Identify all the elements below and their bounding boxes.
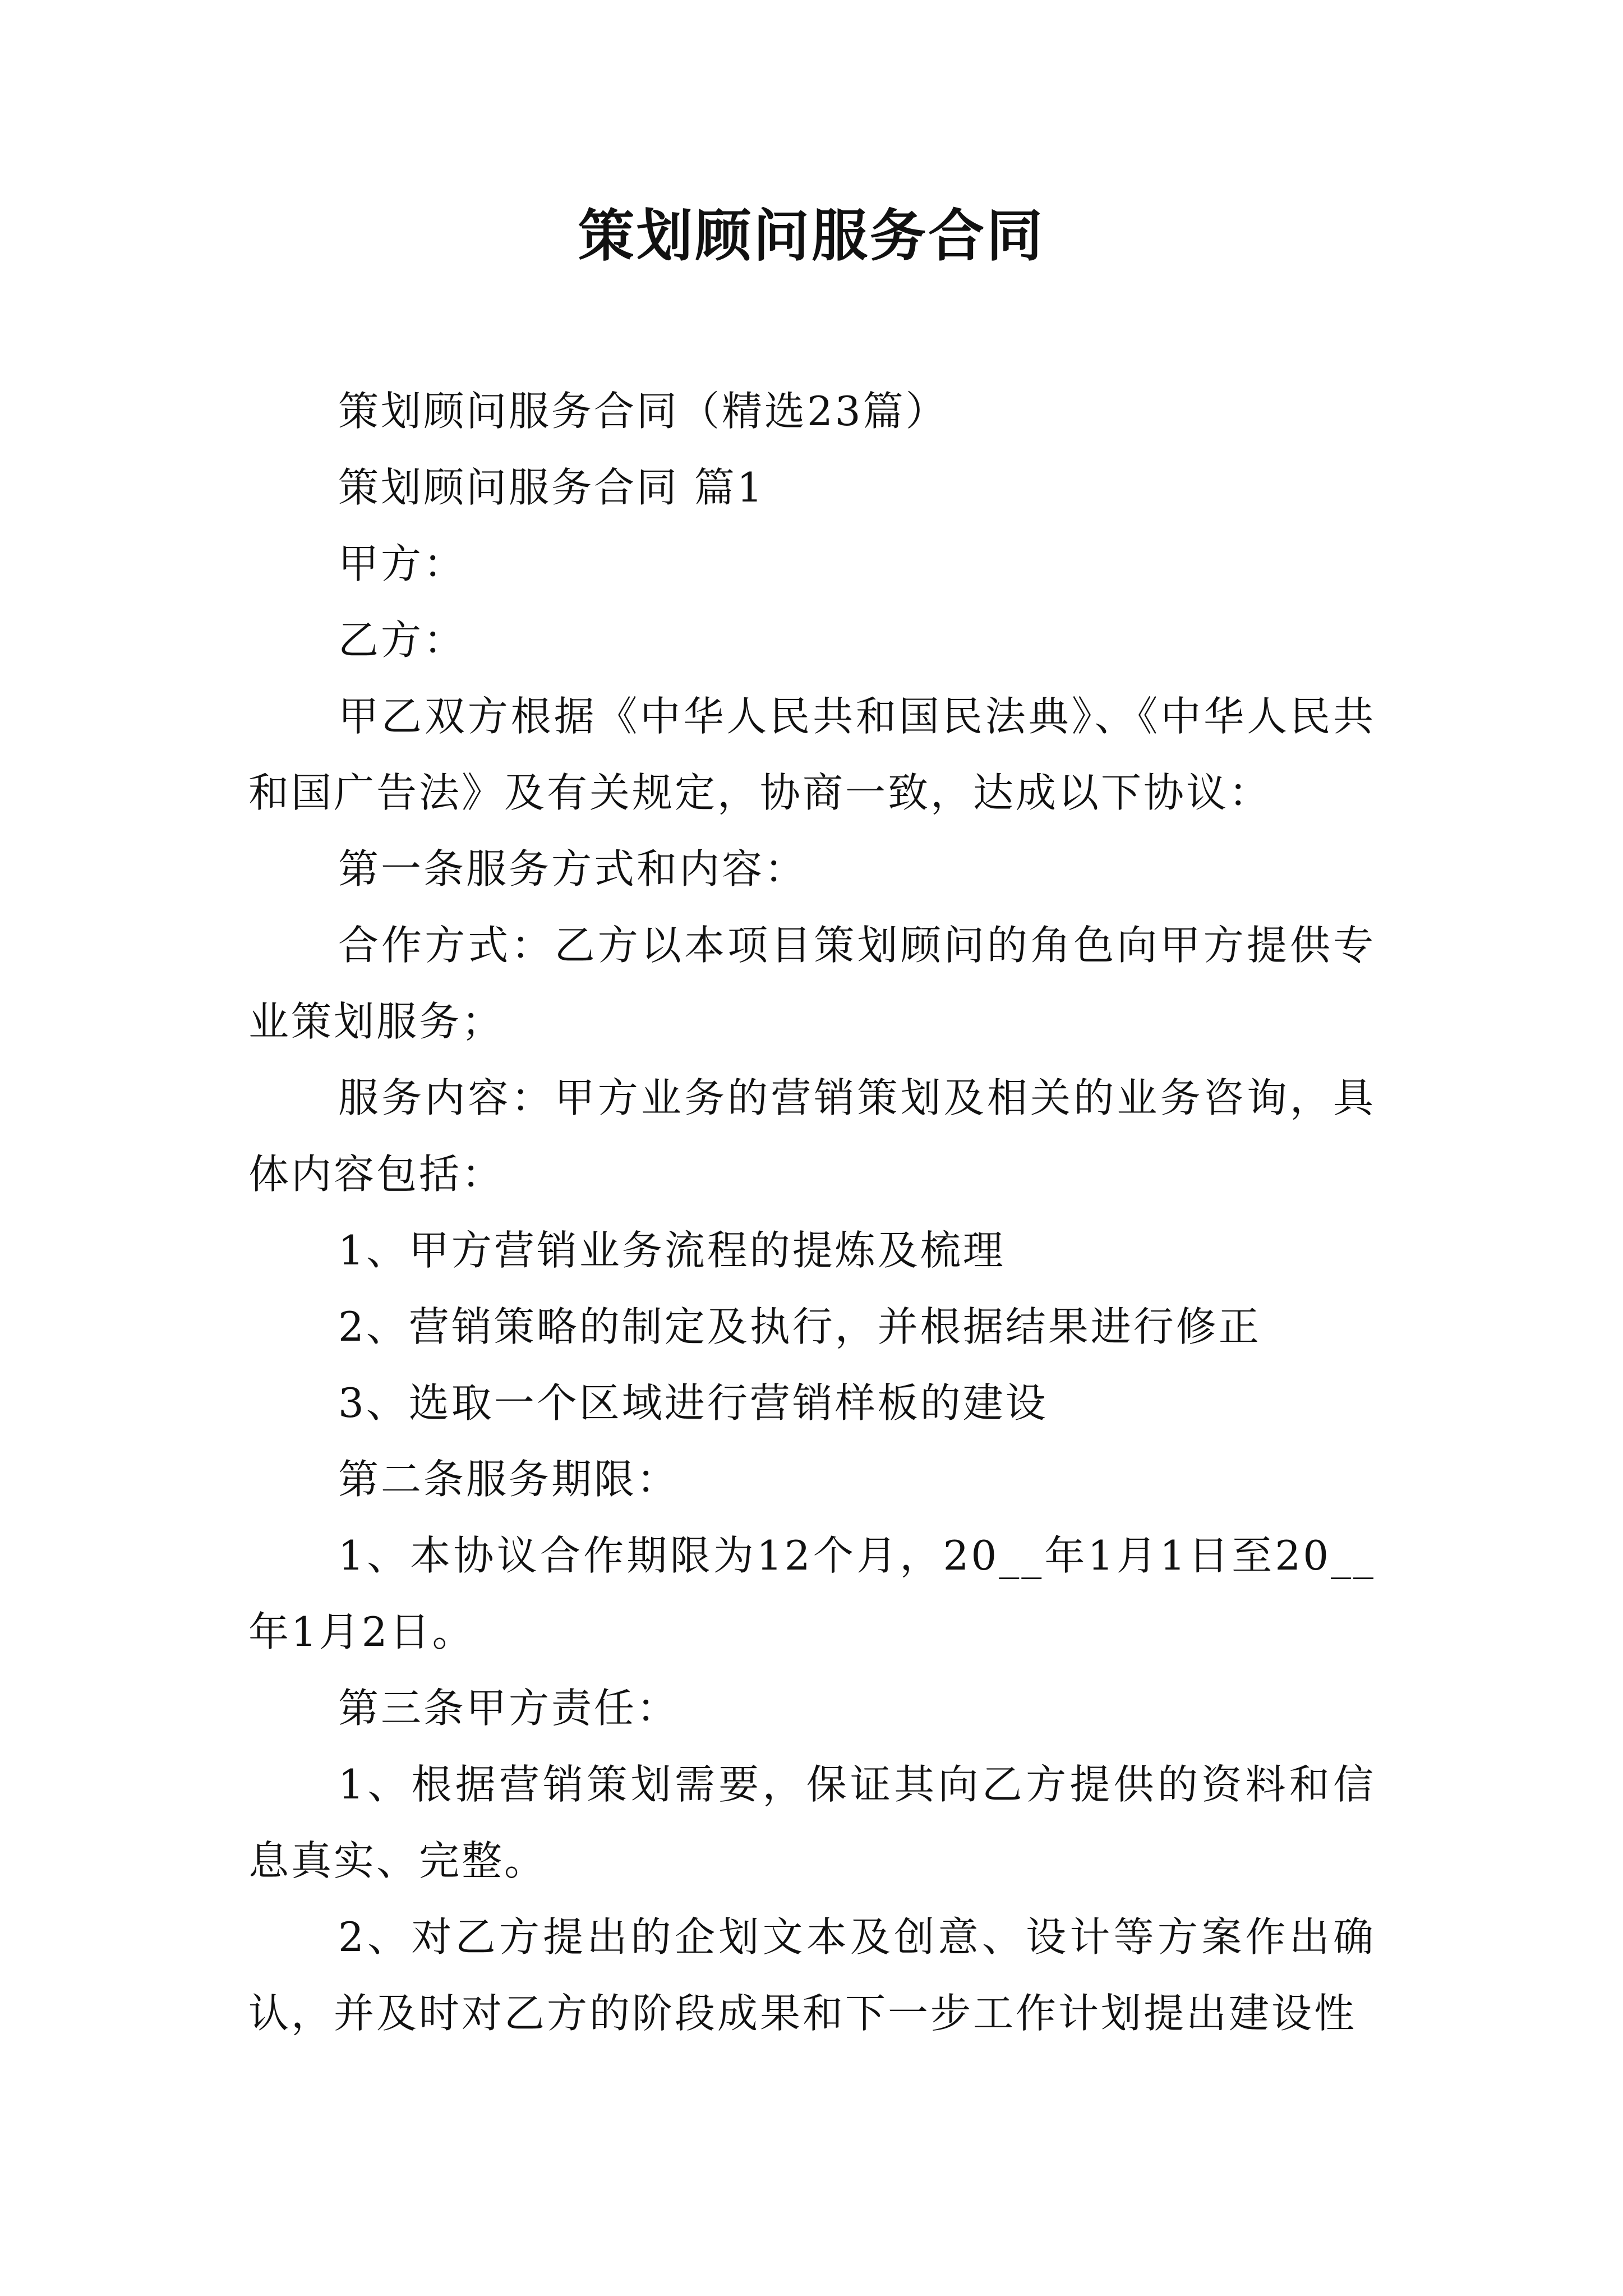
paragraph-party-b: 乙方： — [338, 616, 467, 664]
paragraph-item-2: 2、营销策略的制定及执行，并根据结果进行修正 — [338, 1303, 1261, 1350]
paragraph-party-a: 甲方： — [338, 540, 467, 587]
paragraph-section-heading: 策划顾问服务合同 篇1 — [338, 464, 765, 511]
paragraph-service-content: 服务内容：甲方业务的营销策划及相关的业务咨询，具体内容包括： — [248, 1074, 1376, 1198]
paragraph-party-a-duty-2: 2、对乙方提出的企划文本及创意、设计等方案作出确认，并及时对乙方的阶段成果和下一步工作计划提出建设性 — [248, 1913, 1376, 2037]
paragraph-subtitle: 策划顾问服务合同（精选23篇） — [338, 388, 948, 435]
paragraph-item-3: 3、选取一个区域进行营销样板的建设 — [338, 1379, 1048, 1427]
paragraph-cooperation-mode: 合作方式：乙方以本项目策划顾问的角色向甲方提供专业策划服务； — [248, 922, 1376, 1045]
document-body — [248, 373, 1376, 2051]
paragraph-article-2-heading: 第二条服务期限： — [338, 1456, 680, 1503]
document-title: 策划顾问服务合同 — [578, 203, 1045, 269]
paragraph-article-3-heading: 第三条甲方责任： — [338, 1685, 680, 1732]
paragraph-preamble: 甲乙双方根据《中华人民共和国民法典》、《中华人民共和国广告法》及有关规定，协商一致，达成以下协议： — [248, 693, 1376, 816]
paragraph-party-a-duty-1: 1、根据营销策划需要，保证其向乙方提供的资料和信息真实、完整。 — [248, 1761, 1376, 1884]
paragraph-item-1: 1、甲方营销业务流程的提炼及梳理 — [338, 1227, 1006, 1274]
paragraph-term: 1、本协议合作期限为12个月，20__年1月1日至20__年1月2日。 — [248, 1532, 1376, 1655]
paragraph-article-1-heading: 第一条服务方式和内容： — [338, 845, 808, 892]
